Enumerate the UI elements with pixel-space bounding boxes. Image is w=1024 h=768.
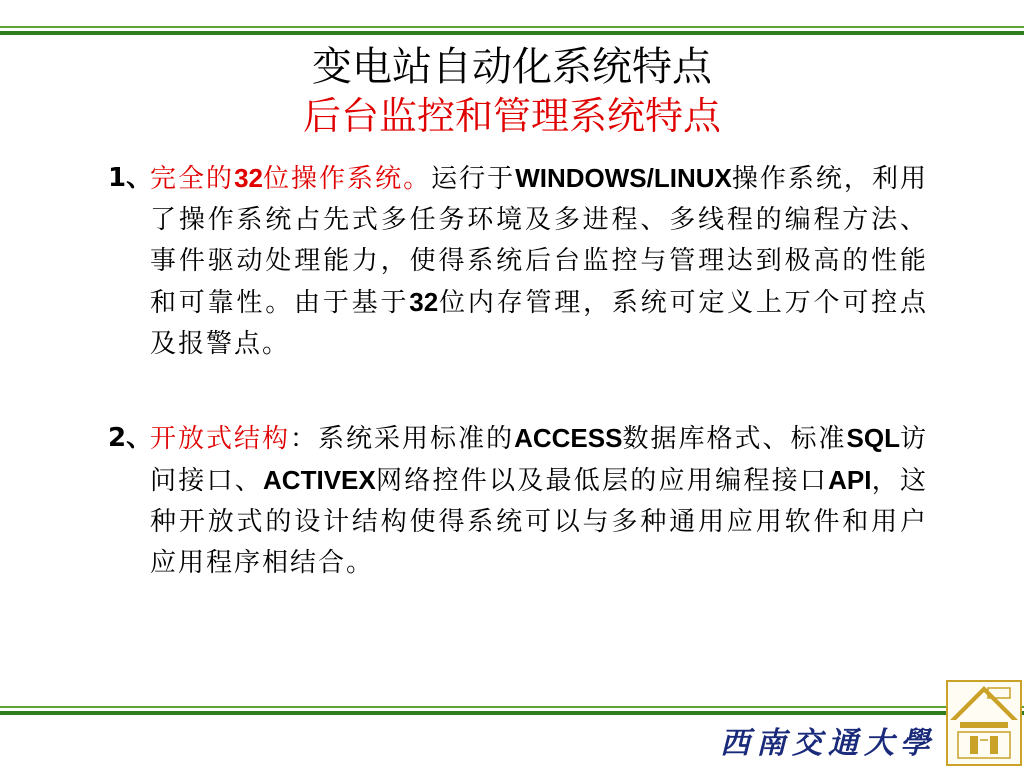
top-divider bbox=[0, 26, 1024, 36]
point-1-text: 运行于WINDOWS/LINUX操作系统，利用了操作系统占先式多任务环境及多进程、多线程的编程方法、事件驱动处理能力，使得系统后台监控与管理达到极高的性能和可靠性。由于基于32位内存管理，系统可定义上万个可控点及报警点。 bbox=[150, 163, 928, 359]
point-2-text: 系统采用标准的ACCESS数据库格式、标准SQL访问接口、ACTIVEX网络控件以及最低层的应用编程接口API，这种开放式的设计结构使得系统可以与多种通用应用软件和用户应用程序相结合。 bbox=[150, 423, 928, 578]
top-divider-thin-line bbox=[0, 26, 1024, 28]
point-2-number: 2、 bbox=[108, 423, 153, 453]
school-name: 西南交通大學 bbox=[720, 726, 936, 761]
point-2-highlight: 开放式结构 bbox=[150, 424, 291, 454]
point-1-number: 1、 bbox=[108, 163, 153, 193]
point-2 bbox=[100, 418, 928, 584]
point-1-highlight: 完全的32位操作系统。 bbox=[150, 163, 432, 194]
point-2-separator: ： bbox=[290, 424, 319, 454]
point-1 bbox=[100, 158, 928, 365]
top-divider-thick-line bbox=[0, 31, 1024, 35]
bottom-divider-thick-line bbox=[0, 711, 1024, 715]
university-seal-icon bbox=[946, 680, 1022, 766]
slide-title: 变电站自动化系统特点 bbox=[312, 44, 712, 90]
bottom-divider-thin-line bbox=[0, 706, 1024, 708]
bottom-divider bbox=[0, 706, 1024, 716]
slide-body bbox=[100, 158, 928, 584]
slide-subtitle: 后台监控和管理系统特点 bbox=[302, 94, 721, 138]
slide-titles bbox=[0, 42, 1024, 140]
